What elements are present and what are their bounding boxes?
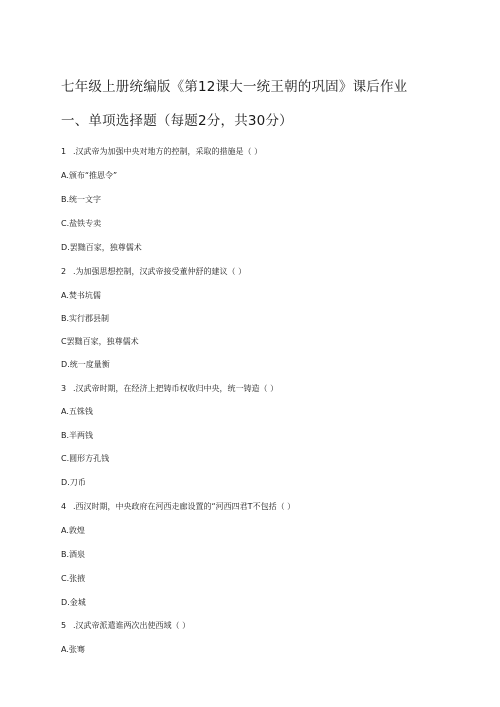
question-1-stem (61, 146, 262, 157)
question-number: 2 (61, 267, 67, 276)
question-text: .西汉时期，中央政府在河西走廊设置的“河西四君T不包括（ ） (73, 502, 296, 511)
question-3-option-c: C.圆形方孔钱 (61, 454, 110, 463)
question-2-stem (61, 266, 246, 277)
question-3-option-a: A.五铢钱 (61, 407, 93, 416)
question-number: 5 (61, 621, 67, 630)
question-1-option-c: C.盐铁专卖 (61, 219, 102, 228)
question-number: 1 (61, 147, 67, 156)
question-text: .汉武帝时期，在经济上把铸币权收归中央，统一铸造（ ） (73, 384, 279, 393)
question-3-stem (61, 383, 278, 394)
question-text: .为加强思想控制，汉武帝接受董仲舒的建议（ ） (73, 267, 247, 276)
question-3-option-b: B.半两钱 (61, 431, 94, 440)
question-number: 4 (61, 502, 67, 511)
question-2-option-b: B.实行郡县制 (61, 314, 110, 323)
question-4-option-d: D.金城 (61, 598, 86, 607)
question-number: 3 (61, 384, 67, 393)
document-title: 七年级上册统编版《第12课大一统王朝的巩固》课后作业 (61, 79, 408, 95)
section-heading: 一、单项选择题（每题2分，共30分） (61, 113, 293, 129)
question-4-option-c: C.张掖 (61, 574, 86, 583)
question-5-stem (61, 620, 190, 631)
question-3-option-d: D.刀币 (61, 478, 86, 487)
question-text: .汉武帝派遣谁两次出使西域（ ） (73, 621, 191, 630)
question-4-stem (61, 501, 295, 512)
question-2-option-d: D.统一度量衡 (61, 360, 110, 369)
question-5-option-a: A.张骞 (61, 645, 85, 654)
question-text: .汉武帝为加强中央对地方的控制，采取的措施是（ ） (73, 147, 263, 156)
question-2-option-c: C罢黜百家，独尊儒术 (61, 337, 139, 346)
question-4-option-a: A.敦煌 (61, 526, 85, 535)
question-4-option-b: B.酒泉 (61, 550, 86, 559)
question-1-option-d: D.罢黜百家，独尊儒术 (61, 243, 142, 252)
question-1-option-a: A.颁布“推恩令” (61, 171, 118, 180)
question-2-option-a: A.焚书坑儒 (61, 291, 101, 300)
question-1-option-b: B.统一文字 (61, 195, 102, 204)
